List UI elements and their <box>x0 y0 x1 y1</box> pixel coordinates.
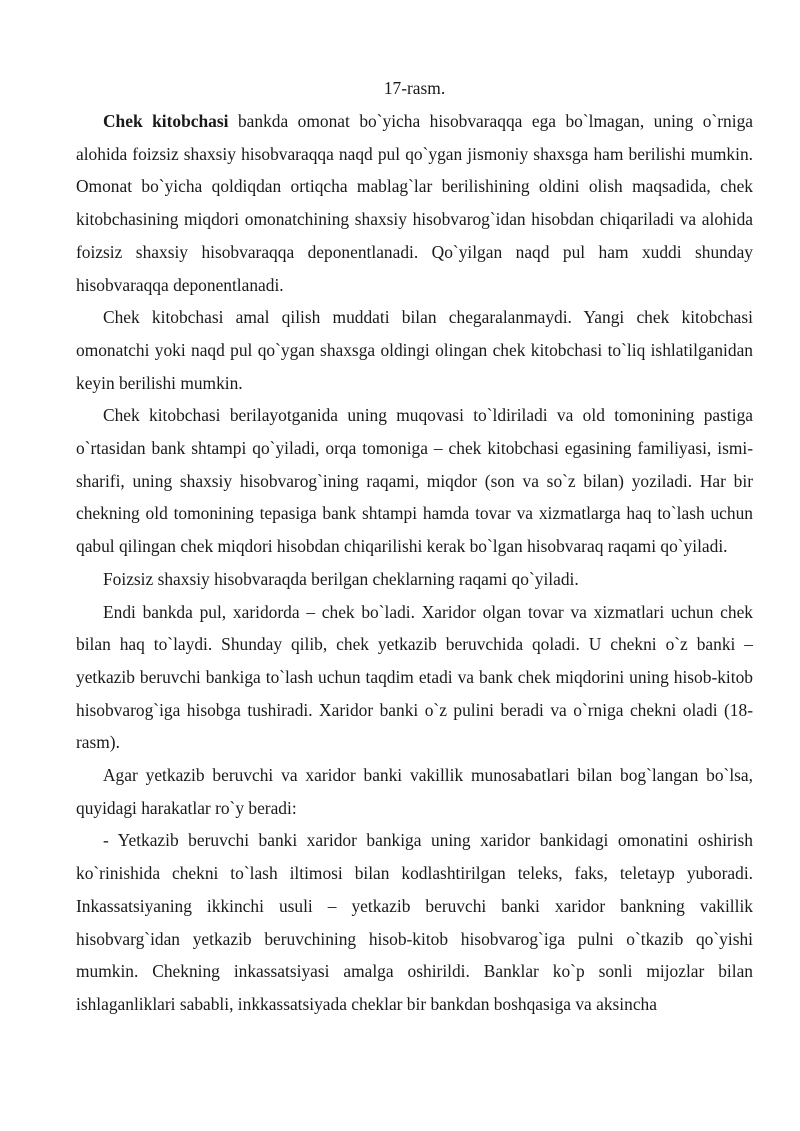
paragraph-1-lead: Chek kitobchasi <box>103 111 229 131</box>
paragraph-1 <box>76 105 753 301</box>
paragraph-1-text: bankda omonat bo`yicha hisobvaraqqa ega bo`lmagan, uning o`rniga alohida foizsiz shaxsiy hisobvaraqqa naqd pul qo`ygan jismoniy shaxsga ham berilishi mumkin. Omonat bo`yicha qoldiqdan ortiqcha mablag`lar berilishining oldini olish maqsadida, chek kitobchasining miqdori omonatchining shaxsiy hisobvarog`idan hisobdan chiqariladi va alohida foizsiz shaxsiy hisobvaraqqa deponentlanadi. Qo`yilgan naqd pul ham xuddi shunday hisobvaraqqa deponentlanadi. <box>76 111 753 295</box>
document-page <box>76 73 753 1021</box>
paragraph-7: - Yetkazib beruvchi banki xaridor bankiga uning xaridor bankidagi omonatini oshirish ko`rinishida chekni to`lash iltimosi bilan kodlashtirilgan teleks, faks, teletayp yuboradi. Inkassatsiyaning ikkinchi usuli – yetkazib beruvchi banki xaridor bankning vakillik hisobvarg`idan yetkazib beruvchining hisob-kitob hisobvarog`iga pulni o`tkazib qo`yishi mumkin. Chekning inkassatsiyasi amalga oshirildi. Banklar ko`p sonli mijozlar bilan ishlaganliklari sababli, inkkassatsiyada cheklar bir bankdan boshqasiga va aksincha <box>76 830 753 1014</box>
paragraph-2: Chek kitobchasi amal qilish muddati bilan chegaralanmaydi. Yangi chek kitobchasi omonatchi yoki naqd pul qo`ygan shaxsga oldingi olingan chek kitobchasi to`liq ishlatilganidan keyin berilishi mumkin. <box>76 307 753 393</box>
paragraph-3: Chek kitobchasi berilayotganida uning muqovasi to`ldiriladi va old tomonining pastiga o`rtasidan bank shtampi qo`yiladi, orqa tomoniga – chek kitobchasi egasining familiyasi, ismi-sharifi, uning shaxsiy hisobvarog`ining raqami, miqdor (son va so`z bilan) yoziladi. Har bir chekning old tomonining tepasiga bank shtampi hamda tovar va xizmatlarga haq to`lash uchun qabul qilingan chek miqdori hisobdan chiqarilishi kerak bo`lgan hisobvaraq raqami qo`yiladi. <box>76 405 753 557</box>
paragraph-4: Foizsiz shaxsiy hisobvaraqda berilgan cheklarning raqami qo`yiladi. <box>103 568 579 589</box>
figure-caption: 17-rasm. <box>383 78 446 98</box>
paragraph-6: Agar yetkazib beruvchi va xaridor banki vakillik munosabatlari bilan bog`langan bo`lsa, quyidagi harakatlar ro`y beradi: <box>76 765 753 818</box>
paragraph-5: Endi bankda pul, xaridorda – chek bo`ladi. Xaridor olgan tovar va xizmatlari uchun chek bilan haq to`laydi. Shunday qilib, chek yetkazib beruvchida qoladi. U chekni o`z banki – yetkazib beruvchi bankiga to`lash uchun taqdim etadi va bank chek miqdorini uning hisob-kitob hisobvarog`iga hisobga tushiradi. Xaridor banki o`z pulini beradi va o`rniga chekni oladi (18-rasm). <box>76 601 753 753</box>
